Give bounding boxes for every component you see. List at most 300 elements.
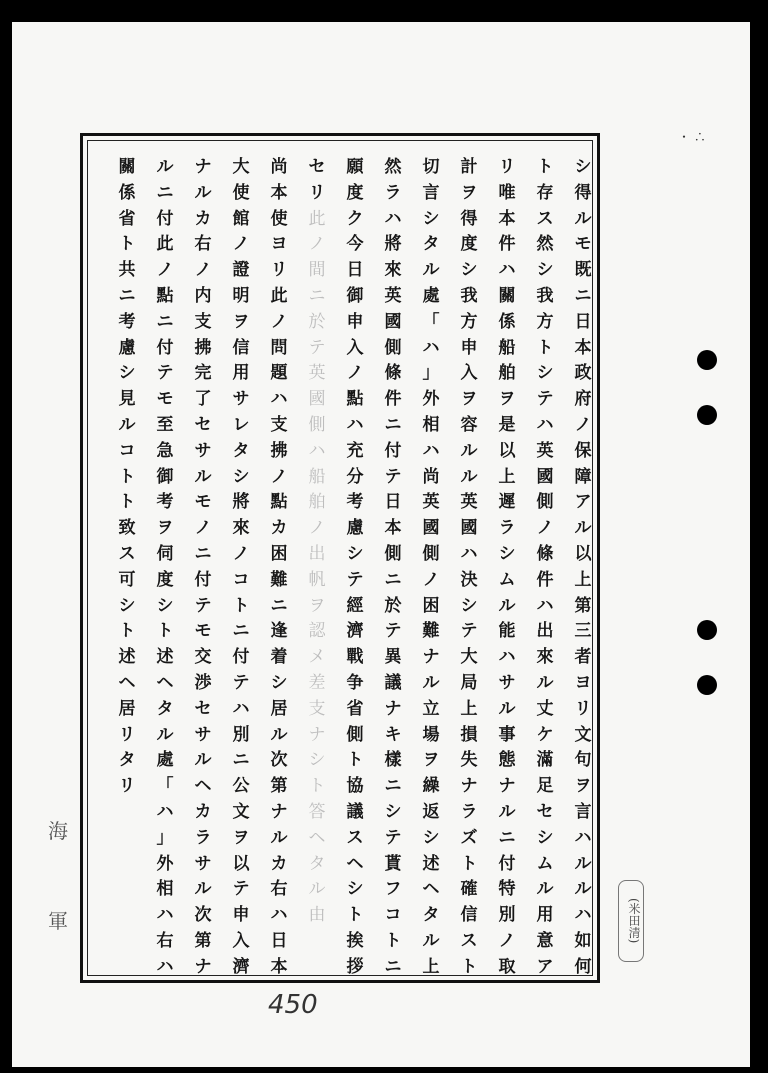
text-column [226,155,256,981]
character: 出 [536,621,554,642]
character: 本 [498,208,516,229]
character: 了 [194,389,212,410]
character: ヲ [460,389,478,410]
character: 使 [270,208,288,229]
character: シ [118,363,136,384]
character: ナ [194,956,212,977]
character: シ [384,801,402,822]
character: 本 [574,337,592,358]
character: 側 [384,337,402,358]
character: リ [118,776,136,797]
character: 言 [574,801,592,822]
character: ヘ [118,672,136,693]
character: 既 [574,260,592,281]
character: 唯 [498,182,516,203]
character: 述 [422,853,440,874]
character: リ [498,157,516,177]
character: レ [232,414,250,435]
character: 樣 [384,750,402,771]
character: ラ [460,801,478,822]
character: 保 [574,440,592,461]
character: ヘ [308,827,326,848]
character: ル [308,879,326,900]
character: 申 [460,337,478,358]
character: 此 [156,234,174,255]
character: 伺 [156,543,174,564]
character: 見 [118,389,136,410]
character: ヘ [156,672,174,693]
character: ハ [346,414,364,435]
character: ニ [384,414,402,435]
character: 側 [536,492,554,513]
side-label-navy-2: 軍 [48,909,68,933]
character: ス [346,827,364,848]
character: ハ [308,440,326,461]
character: シ [308,750,326,771]
character: 困 [270,543,288,564]
character: 可 [118,569,136,590]
character: 第 [270,776,288,797]
character: 處 [156,750,174,771]
character: 上 [574,569,592,590]
character: 點 [156,285,174,306]
character: 以 [574,543,592,564]
character: 證 [232,260,250,281]
text-column [568,155,598,981]
text-column [492,155,522,981]
character: 本 [384,518,402,539]
character: 點 [270,492,288,513]
character: ル [156,157,174,177]
character: ハ [156,801,174,822]
character: 局 [460,672,478,693]
character: ヘ [346,853,364,874]
character: ヲ [232,827,250,848]
character: 得 [574,182,592,203]
character: ヘ [422,879,440,900]
character: 英 [460,492,478,513]
character: 挨 [346,930,364,951]
character: 事 [498,724,516,745]
character: 「 [156,776,174,797]
text-column [454,155,484,981]
character: 争 [346,672,364,693]
character: ノ [308,234,326,255]
character: ナ [194,157,212,177]
character: ル [574,879,592,900]
character: サ [232,389,250,410]
character: 能 [498,621,516,642]
character: 完 [194,363,212,384]
character: ヘ [194,776,212,797]
character: ル [498,801,516,822]
character: テ [384,621,402,642]
character: 難 [270,569,288,590]
character: ル [460,466,478,487]
character: シ [422,208,440,229]
character: カ [194,801,212,822]
character: サ [498,672,516,693]
character: 申 [346,311,364,332]
character: 側 [308,414,326,435]
character: リ [308,182,326,203]
character: 件 [498,234,516,255]
character: ム [498,569,516,590]
character: ル [118,414,136,435]
character: 今 [346,234,364,255]
character: 述 [156,647,174,668]
character: ル [422,260,440,281]
character: タ [118,750,136,771]
character: ヲ [156,518,174,539]
character: 入 [460,363,478,384]
character: 來 [384,260,402,281]
character: 着 [270,647,288,668]
character: 支 [194,311,212,332]
character: 得 [460,208,478,229]
character: ケ [536,724,554,745]
character: カ [270,853,288,874]
character: 側 [346,724,364,745]
character: 拂 [194,337,212,358]
character: ル [574,853,592,874]
side-label-navy-1: 海 [48,819,68,843]
character: ト [118,466,136,487]
character: ノ [270,311,288,332]
character: ト [156,621,174,642]
character: 文 [232,801,250,822]
character: 大 [460,647,478,668]
character: 拂 [270,440,288,461]
character: 付 [194,569,212,590]
character: ニ [384,569,402,590]
character: ニ [232,750,250,771]
character: 致 [118,518,136,539]
binding-hole [697,350,717,370]
character: 上 [422,956,440,977]
character: 存 [536,182,554,203]
character: ヲ [460,182,478,203]
character: 使 [232,182,250,203]
character: 將 [232,492,250,513]
character: 考 [118,311,136,332]
character: 此 [270,285,288,306]
character: ル [156,724,174,745]
character: 外 [156,853,174,874]
character: 充 [346,440,364,461]
character: シ [232,466,250,487]
character: 協 [346,776,364,797]
character: ス [118,543,136,564]
character: ア [574,492,592,513]
text-column [150,155,180,981]
character: 然 [536,234,554,255]
character: ト [460,853,478,874]
character: ノ [346,363,364,384]
text-column [416,155,446,981]
character: 特 [498,879,516,900]
character: ノ [422,569,440,590]
character: ナ [270,801,288,822]
character: ヨ [574,672,592,693]
character: シ [118,595,136,616]
character: 日 [384,492,402,513]
character: 付 [156,208,174,229]
character: ト [118,234,136,255]
character: モ [194,621,212,642]
character: 題 [270,363,288,384]
character: ア [536,956,554,977]
character: 次 [270,750,288,771]
character: シ [460,595,478,616]
character: ハ [460,543,478,564]
character: 大 [232,157,250,177]
character: 此 [308,208,326,229]
character: 失 [460,750,478,771]
character: 第 [574,595,592,616]
character: セ [194,698,212,719]
character: コ [118,440,136,461]
character: 濟 [346,621,364,642]
character: テ [384,466,402,487]
character: ラ [498,518,516,539]
character: ト [536,157,554,177]
character: リ [270,260,288,281]
character: ラ [384,182,402,203]
character: ノ [156,260,174,281]
character: 尚 [422,466,440,487]
character: 別 [498,905,516,926]
character: ハ [536,414,554,435]
character: セ [308,157,326,177]
character: 述 [118,647,136,668]
character: ハ [536,595,554,616]
character: タ [422,905,440,926]
character: 取 [498,956,516,977]
character: ハ [156,905,174,926]
character: 以 [498,440,516,461]
character: 内 [194,285,212,306]
character: 切 [422,157,440,177]
character: ノ [498,930,516,951]
character: 右 [194,234,212,255]
character: 計 [460,157,478,177]
character: ヲ [422,750,440,771]
character: 將 [384,234,402,255]
character: ニ [156,182,174,203]
character: 答 [308,801,326,822]
character: 分 [346,466,364,487]
character: ス [536,208,554,229]
character: ル [498,698,516,719]
character: 處 [422,285,440,306]
character: 關 [498,285,516,306]
character: 我 [460,285,478,306]
character: 然 [384,157,402,177]
character: 用 [536,905,554,926]
text-column [188,155,218,981]
character: ハ [422,337,440,358]
character: 付 [384,440,402,461]
character: ハ [384,208,402,229]
character: 考 [346,492,364,513]
character: 側 [422,543,440,564]
character: 船 [498,337,516,358]
character: 右 [156,930,174,951]
character: サ [194,724,212,745]
character: シ [460,260,478,281]
character: 省 [118,208,136,229]
character: ル [422,672,440,693]
character: 上 [498,466,516,487]
character: 以 [232,853,250,874]
character: ハ [574,905,592,926]
character: 異 [384,647,402,668]
character: ル [536,672,554,693]
character: 度 [346,182,364,203]
character: タ [232,440,250,461]
character: ニ [498,827,516,848]
character: ニ [270,595,288,616]
character: ト [384,930,402,951]
character: 英 [384,285,402,306]
character: 」 [156,827,174,848]
character: ニ [384,956,402,977]
character: 逢 [270,621,288,642]
character: 公 [232,776,250,797]
character: 何 [574,956,592,977]
character: 御 [156,466,174,487]
character: 舶 [498,363,516,384]
character: ニ [194,543,212,564]
character: ル [574,518,592,539]
character: 別 [232,724,250,745]
character: 於 [308,311,326,332]
character: ル [194,879,212,900]
character: ト [232,595,250,616]
character: ノ [232,234,250,255]
character: 支 [270,414,288,435]
character: 」 [422,363,440,384]
character: ハ [498,260,516,281]
character: モ [574,234,592,255]
character: 英 [308,363,326,384]
binding-hole [697,405,717,425]
character: 信 [460,905,478,926]
character: セ [536,801,554,822]
character: 貰 [384,853,402,874]
character: ル [270,827,288,848]
text-column [530,155,560,981]
character: 議 [384,672,402,693]
character: 言 [422,182,440,203]
text-column [112,155,142,800]
character: ニ [574,285,592,306]
character: 條 [384,363,402,384]
character: 御 [346,285,364,306]
character: 遲 [498,492,516,513]
character: 尚 [270,157,288,177]
character: ノ [194,518,212,539]
character: 難 [422,621,440,642]
character: 英 [422,492,440,513]
character: 拶 [346,956,364,977]
character: カ [270,518,288,539]
character: 返 [422,801,440,822]
text-column [340,155,370,981]
character: シ [536,363,554,384]
character: ニ [232,621,250,642]
character: ノ [270,466,288,487]
character: 居 [270,698,288,719]
character: テ [460,621,478,642]
character: ハ [232,698,250,719]
character: リ [574,698,592,719]
character: 府 [574,389,592,410]
character: 至 [156,414,174,435]
character: ル [422,930,440,951]
character: 方 [460,311,478,332]
character: 省 [346,698,364,719]
character: ル [270,724,288,745]
character: 明 [232,285,250,306]
character: ル [574,208,592,229]
character: 共 [118,260,136,281]
character: 舶 [308,492,326,513]
character: 係 [118,182,136,203]
character: 議 [346,801,364,822]
character: 足 [536,776,554,797]
character: 句 [574,750,592,771]
binding-hole [697,620,717,640]
character: コ [384,905,402,926]
character: コ [232,569,250,590]
character: ノ [194,260,212,281]
character: 國 [460,518,478,539]
stamp: (米田清) [618,880,644,962]
character: キ [384,724,402,745]
character: テ [384,827,402,848]
character: 本 [270,182,288,203]
character: タ [156,698,174,719]
character: 出 [308,543,326,564]
character: 次 [194,905,212,926]
character: ノ [536,518,554,539]
character: ハ [498,647,516,668]
character: リ [118,724,136,745]
character: ニ [308,285,326,306]
character: シ [536,827,554,848]
text-column [378,155,408,981]
character: 意 [536,930,554,951]
character: ヲ [498,389,516,410]
character: 關 [118,157,136,177]
character: 戰 [346,647,364,668]
character: 來 [232,518,250,539]
character: ニ [156,311,174,332]
character: ナ [308,724,326,745]
character: ヲ [308,595,326,616]
character: 信 [232,337,250,358]
character: 本 [270,956,288,977]
character: ノ [574,414,592,435]
character: 是 [498,414,516,435]
character: ノ [308,518,326,539]
character: シ [498,543,516,564]
character: 間 [308,260,326,281]
character: 入 [232,930,250,951]
character: 用 [232,363,250,384]
